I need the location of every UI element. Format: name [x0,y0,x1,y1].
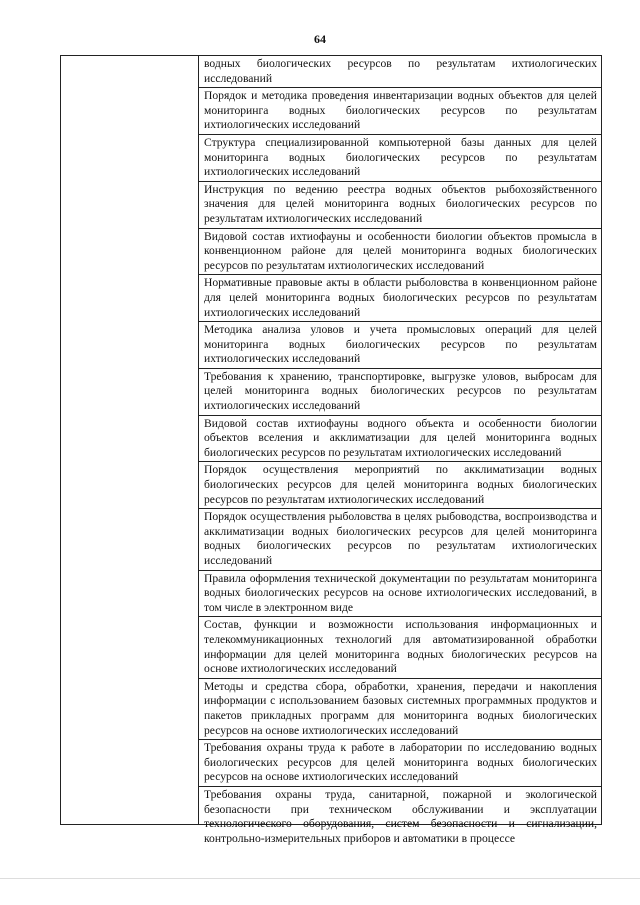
table-row: Инструкция по ведению реестра водных объектов рыбохозяйственного значения для целей мониторинга водных биологических ресурсов по результатам ихтиологических исследований [199,182,601,229]
table-row: Структура специализированной компьютерной базы данных для целей мониторинга водных биологических ресурсов по результатам ихтиологических исследований [199,135,601,182]
table-row: Видовой состав ихтиофауны водного объекта и особенности биологии объектов вселения и акклиматизации для целей мониторинга водных биологических ресурсов по результатам ихтиологических исследований [199,416,601,463]
table-row: Методы и средства сбора, обработки, хранения, передачи и накопления информации с использованием базовых системных программных продуктов и пакетов прикладных программ для мониторинга водных биологических ресурсов на основе ихтиологических исследований [199,679,601,740]
table-row: Порядок осуществления рыболовства в целях рыбоводства, воспроизводства и акклиматизации водных биологических ресурсов для целей мониторинга водных биологических ресурсов по результатам ихтиологических исследований [199,509,601,570]
page-number: 64 [314,32,326,46]
requirements-table [60,55,602,845]
table-row: Порядок и методика проведения инвентаризации водных объектов для целей мониторинга водных биологических ресурсов по результатам ихтиологических исследований [199,88,601,135]
scan-edge-line [0,878,640,879]
table-row: водных биологических ресурсов по результатам ихтиологических исследований [199,56,601,88]
table-label-column [61,56,199,824]
table-row: Нормативные правовые акты в области рыболовства в конвенционном районе для целей мониторинга водных биологических ресурсов по результатам ихтиологических исследований [199,275,601,322]
table-row: Правила оформления технической документации по результатам мониторинга водных биологических ресурсов на основе ихтиологических исследований, в том числе в электронном виде [199,571,601,618]
table-row: Состав, функции и возможности использования информационных и телекоммуникационных технологий для автоматизированной обработки информации для целей мониторинга водных биологических ресурсов на основе ихтиологических исследований [199,617,601,678]
table-content-column [199,56,601,845]
table-row: Методика анализа уловов и учета промысловых операций для целей мониторинга водных биологических ресурсов по результатам ихтиологических исследований [199,322,601,369]
table-row: Порядок осуществления мероприятий по акклиматизации водных биологических ресурсов для целей мониторинга водных биологических ресурсов по результатам ихтиологических исследований [199,462,601,509]
table-row: Видовой состав ихтиофауны и особенности биологии объектов промысла в конвенционном районе для целей мониторинга водных биологических ресурсов по результатам ихтиологических исследований [199,229,601,276]
table-row: Требования охраны труда к работе в лаборатории по исследованию водных биологических ресурсов для целей мониторинга водных биологических ресурсов на основе ихтиологических исследований [199,740,601,787]
table-row: Требования охраны труда, санитарной, пожарной и экологической безопасности при техническом обслуживании и эксплуатации технологического оборудования, систем безопасности и сигнализации, контрольно-измерительных приборов и автоматики в процессе [204,787,597,845]
table-row: Требования к хранению, транспортировке, выгрузке уловов, выбросам для целей мониторинга водных биологических ресурсов по результатам ихтиологических исследований [199,369,601,416]
